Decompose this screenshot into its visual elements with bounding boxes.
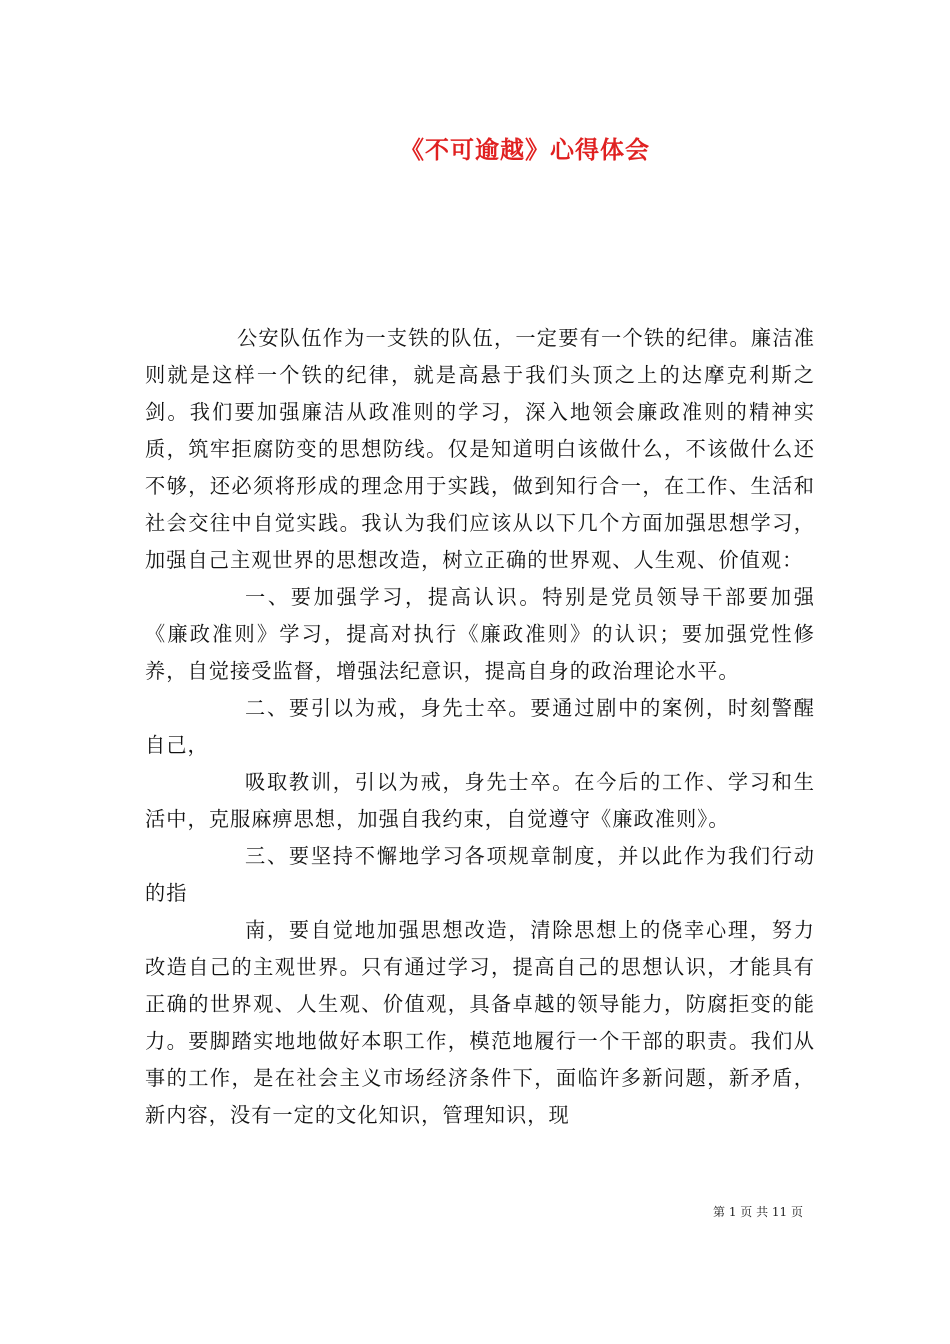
paragraph-intro: 公安队伍作为一支铁的队伍，一定要有一个铁的纪律。廉洁准则就是这样一个铁的纪律，就是高悬于我们头顶之上的达摩克利斯之剑。我们要加强廉洁从政准则的学习，深入地领会廉政准则的精神实质，筑牢拒腐防变的思想防线。仅是知道明白该做什么，不该做什么还不够，还必须将形成的理念用于实践，做到知行合一，在工作、生活和社会交往中自觉实践。我认为我们应该从以下几个方面加强思想学习，加强自己主观世界的思想改造，树立正确的世界观、人生观、价值观： bbox=[145, 326, 815, 572]
paragraph-point-two-continued: 吸取教训，引以为戒，身先士卒。在今后的工作、学习和生活中，克服麻痹思想，加强自我约束，自觉遵守《廉政准则》。 bbox=[145, 770, 815, 831]
page-number: 第 1 页 共 11 页 bbox=[713, 1205, 803, 1219]
document-body bbox=[145, 320, 815, 1134]
paragraph-point-one: 一、要加强学习，提高认识。特别是党员领导干部要加强《廉政准则》学习，提高对执行《廉政准则》的认识；要加强党性修养，自觉接受监督，增强法纪意识，提高自身的政治理论水平。 bbox=[145, 585, 815, 683]
document-title bbox=[0, 130, 950, 165]
paragraph-point-three-continued: 南，要自觉地加强思想改造，清除思想上的侥幸心理，努力改造自己的主观世界。只有通过学习，提高自己的思想认识，才能具有正确的世界观、人生观、价值观，具备卓越的领导能力，防腐拒变的能力。要脚踏实地地做好本职工作，模范地履行一个干部的职责。我们从事的工作，是在社会主义市场经济条件下，面临许多新问题，新矛盾，新内容，没有一定的文化知识，管理知识，现 bbox=[145, 918, 815, 1127]
paragraph-point-three: 三、要坚持不懈地学习各项规章制度，并以此作为我们行动的指 bbox=[145, 844, 815, 905]
document-title-text: 《不可逾越》心得体会 bbox=[400, 135, 650, 164]
paragraph-point-two: 二、要引以为戒，身先士卒。要通过剧中的案例，时刻警醒自己， bbox=[145, 696, 815, 757]
